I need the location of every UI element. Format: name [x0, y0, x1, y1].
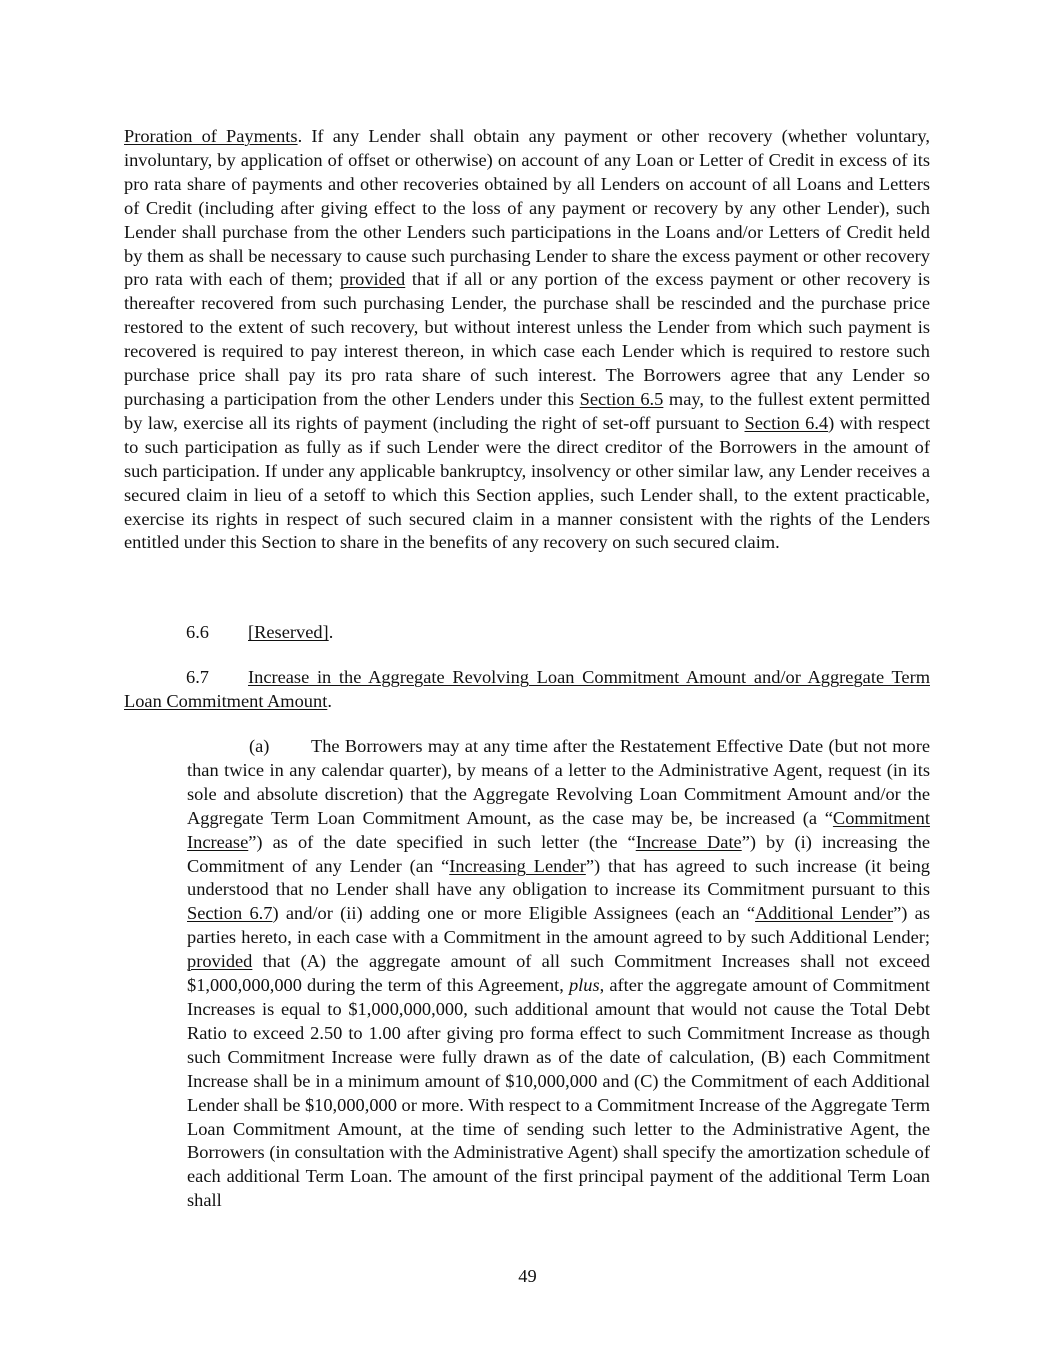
body-text: that if all or any portion of the excess payment or other recovery is thereafter recovered from such purchasing Lender, the purchase shall be rescinded and the purchase price restored to the extent of such recovery, but without interest unless the Lender from which such payment is recovered is required to pay interest thereon, in which case each Lender which is required to restore such purchase price shall pay its pro rata share of such interest. The Borrowers agree that any Lender so purchasing a participation from the other Lenders under this — [124, 269, 930, 409]
defined-term: provided — [339, 269, 406, 290]
heading-punctuation: . — [327, 690, 332, 711]
body-text: The Borrowers may at any time after the Restatement Effective Date (but not more than twice in any calendar quarter), by means of a letter to the Administrative Agent, request (in its sole and absolute discretion) that the Aggregate Revolving Loan Commitment Amount and/or the Aggregate Term Loan Commitment Amount, as the case may be, be increased (a “ — [187, 736, 930, 828]
clause-label: (a) — [249, 736, 270, 756]
defined-term: Additional Lender — [755, 903, 894, 924]
body-text: may, to the fullest extent permitted by law, exercise all its rights of payment (including the right of set-off pursuant to — [124, 388, 931, 433]
section-number: 6.6 — [186, 622, 209, 642]
body-text: If any Lender shall obtain any payment or other recovery (whether voluntary, involuntary, by application of offset or otherwise) on account of any Loan or Letter of Credit in excess of its pro rata share of payments and other recoveries obtained by all Lenders on account of all Loans and Letters of Credit (including after giving effect to the loss of any payment or recovery by any other Lender), such Lender shall purchase from the other Lenders such participations in the Loans and/or Letters of Credit held by them as shall be necessary to cause such purchasing Lender to share the excess payment or other recovery pro rata with each of them; — [124, 126, 930, 290]
defined-term: Commitment Increase — [187, 807, 930, 852]
section-6-7-heading — [124, 666, 930, 714]
body-text: ”) as parties hereto, in each case with a Commitment in the amount agreed to by such Additional Lender; — [187, 903, 930, 948]
body-text: that (A) the aggregate amount of all such Commitment Increases shall not exceed $1,000,000,000 during the term of this Agreement, — [187, 951, 930, 996]
body-text: ) with respect to such participation as fully as if such Lender were the direct creditor of the Borrowers in the amount of such participation. If under any applicable bankruptcy, insolvency or other similar law, any Lender receives a secured claim in lieu of a setoff to which this Section applies, such Lender shall, to the extent practicable, exercise its rights in respect of such secured claim in a manner consistent with the rights of the Lenders entitled under this Section to share in the benefits of any recovery on such secured claim. — [124, 412, 931, 553]
cross-reference: Section 6.7 — [187, 903, 273, 924]
cross-reference: Section 6.4 — [744, 412, 829, 433]
body-text: ) and/or (ii) adding one or more Eligible Assignees (each an “ — [272, 903, 756, 924]
defined-term: Increasing Lender — [449, 855, 586, 876]
italic-term: plus — [568, 975, 600, 996]
body-text: ”) by (i) increasing the Commitment of any Lender (an “ — [187, 831, 930, 876]
page-number: 49 — [518, 1266, 537, 1286]
heading-punctuation: . — [328, 622, 334, 642]
section-number: 6.7 — [186, 667, 209, 687]
section-heading: Proration of Payments — [124, 126, 298, 146]
defined-term: provided — [187, 951, 253, 972]
section-6-6-paragraph — [124, 621, 930, 645]
body-text: ”) as of the date specified in such letter (the “ — [248, 831, 636, 852]
section-title: [Reserved] — [248, 622, 329, 642]
defined-term: Increase Date — [635, 831, 742, 852]
section-6-5-paragraph — [124, 125, 930, 555]
section-title: Increase in the Aggregate Revolving Loan Commitment Amount and/or Aggregate Term Loan Commitment Amount — [124, 667, 930, 711]
cross-reference: Section 6.5 — [579, 388, 664, 409]
section-6-7-a-paragraph — [187, 735, 930, 1213]
heading-punctuation: . — [297, 126, 303, 146]
body-text: ”) that has agreed to such increase (it being understood that no Lender shall have any obligation to increase its Commitment pursuant to this — [187, 855, 930, 900]
body-text: , after the aggregate amount of Commitment Increases is equal to $1,000,000,000, such additional amount that would not cause the Total Debt Ratio to exceed 2.50 to 1.00 after giving pro forma effect to such Commitment Increase as though such Commitment Increase were fully drawn as of the date of calculation, (B) each Commitment Increase shall be in a minimum amount of $10,000,000 and (C) the Commitment of each Additional Lender shall be $10,000,000 or more. With respect to a Commitment Increase of the Aggregate Term Loan Commitment Amount, at the time of sending such letter to the Administrative Agent, the Borrowers (in consultation with the Administrative Agent) shall specify the amortization schedule of each additional Term Loan. The amount of the first principal payment of the additional Term Loan shall — [187, 975, 930, 1211]
